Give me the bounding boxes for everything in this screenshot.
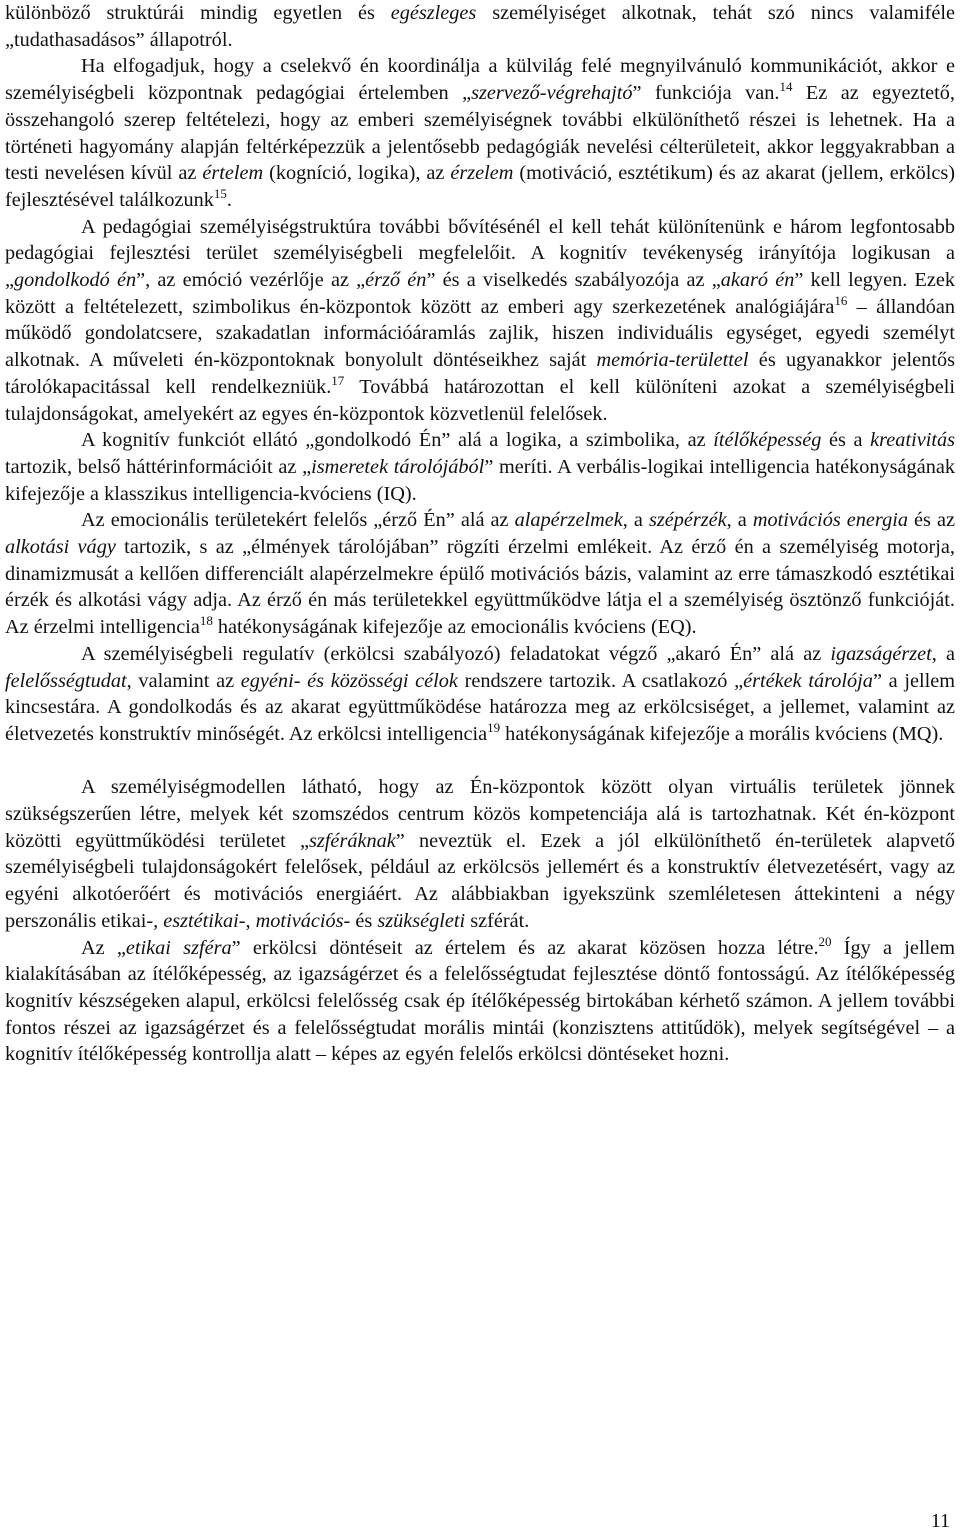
text-run: - és: [343, 909, 378, 932]
italic-run: szépérzék: [648, 509, 727, 532]
text-run: A pedagógiai személyiségstruktúra további bővítésénél el kell tehát különítenünk e három legfontosabb pedagógiai fejlesztési terület személyiségbeli megfelelőit. A kognitív tevékenység irányítója logikusan a „: [5, 215, 955, 292]
italic-run: alapérzelmek: [514, 509, 623, 532]
text-run: Ha elfogadjuk, hogy a cselekvő én koordinálja a külvilág felé megnyilvánuló kommunikációt, akkor e személyiségbeli központnak pedagógiai értelemben „: [5, 55, 955, 105]
text-run: Továbbá határozottan el kell különíteni azokat a személyiségbeli tulajdonságokat, amelyekért az egyes én-központok közvetlenül felelősek.: [5, 375, 955, 425]
text-run: ” neveztük el. Ezek a jól elkülöníthető én-területek alapvető személyiségbeli tulajdonságokért felelősek, például az erkölcsös jellemért és a konstruktív életvezetésért, vagy az egyéni alkotóerőért és motivációs energiáért. Az alábbiakban igyekszünk szemléletesen áttekinteni a négy perszonális etikai-,: [5, 829, 955, 932]
text-run: – állandóan működő gondolatcsere, szakadatlan információáramlás zajlik, hiszen individuális egységet, egyedi személyt alkotnak. A műveleti én-központoknak bonyolult döntéseikhez saját: [5, 295, 955, 372]
text-run: Így a jellem kialakításában az ítélőképesség, az igazságérzet és a felelősségtudat fejlesztése döntő fontosságú. Az ítélőképesség kognitív készségeken alapul, erkölcsi felelősség csak ép ítélőképesség birtokában kérhető számon. A jellem további fontos részei az igazságérzet és a felelősségtudat morális mintái (konzisztens attitűdök), melyek segítségével – a kognitív ítélőképesség kontrollja alatt – képes az egyén felelős erkölcsi döntéseket hozni.: [5, 936, 955, 1066]
text-run: és ugyanakkor jelentős tárolókapacitással kell rendelkezniük.: [5, 349, 955, 398]
paragraph: [5, 214, 955, 428]
italic-run: motivációs: [255, 909, 344, 932]
footnote-ref: 17: [331, 373, 345, 389]
italic-run: alkotási vágy: [5, 536, 116, 559]
text-run: -,: [238, 909, 256, 932]
paragraph-gap: [5, 748, 955, 775]
footnote-ref: 18: [199, 613, 213, 629]
text-run: szférát.: [465, 909, 530, 932]
body-text: [5, 0, 955, 1068]
text-run: és az: [908, 509, 956, 532]
italic-run: érzelem: [450, 162, 514, 185]
footnote-ref: 16: [834, 292, 848, 308]
text-run: ” funkciója van.: [632, 82, 780, 105]
text-run: Ez az egyeztető, összehangoló szerep feltételezi, hogy az emberi személyiségnek további elkülöníthető részei is lehetnek. Ha a történeti hagyomány alapján feltérképezzük a jelentősebb pedagógiák nevelési célterületeit, akkor leggyakrabban a testi nevelésen kívül az: [5, 82, 955, 185]
italic-run: egyéni- és közösségi célok: [240, 669, 458, 692]
italic-run: etikai szféra: [125, 936, 232, 959]
italic-run: gondolkodó én: [14, 269, 137, 292]
text-run: hatékonyságának kifejezője a morális kvóciens (MQ).: [500, 722, 944, 745]
text-run: (kogníció, logika), az: [263, 162, 451, 185]
text-run: A kognitív funkciót ellátó „gondolkodó Én” alá a logika, a szimbolika, az: [81, 429, 714, 452]
paragraph: [5, 427, 955, 507]
text-run: személyiséget alkotnak, tehát szó nincs valamiféle „tudathasadásos” állapotról.: [5, 2, 955, 51]
italic-run: szféráknak: [309, 829, 396, 852]
paragraph: [5, 774, 955, 934]
text-run: , a: [622, 509, 649, 532]
text-run: (motiváció, esztétikum) és az akarat (jellem, erkölcs) fejlesztésével találkozunk: [5, 162, 956, 211]
footnote-ref: 19: [487, 720, 501, 736]
paragraph: [5, 0, 955, 53]
footnote-ref: 20: [818, 933, 832, 949]
italic-run: kreativitás: [870, 429, 956, 452]
text-run: ” és a viselkedés szabályozója az „: [426, 269, 721, 292]
text-run: tartozik, s az „élmények tárolójában” rögzíti érzelmi emlékeit. Az érző én a személyiség motorja, dinamizmusát a kellően differenciált alapérzelmekre épülő motivációs bázis, valamint az erre támaszkodó esztétikai érzék és alkotási vágy adja. Az érző én más területekkel együttműködve látja el a személyiség ösztönző funkcióját. Az érzelmi intelligencia: [5, 536, 955, 639]
text-run: ” meríti. A verbális-logikai intelligencia hatékonyságának kifejezője a klasszikus intelligencia-kvóciens (IQ).: [5, 455, 955, 505]
italic-run: érző én: [365, 269, 427, 292]
page-number: 11: [930, 1510, 950, 1532]
text-run: .: [226, 188, 232, 211]
italic-run: akaró én: [720, 269, 795, 292]
italic-run: egészleges: [390, 2, 477, 24]
paragraph: [5, 507, 955, 641]
italic-run: igazságérzet: [830, 642, 932, 665]
text-run: , a: [931, 642, 955, 665]
italic-run: ítélőképesség: [713, 429, 822, 452]
italic-run: felelősségtudat: [5, 669, 127, 692]
text-run: tartozik, belső háttérinformációit az „: [5, 455, 312, 478]
italic-run: értelem: [202, 162, 264, 185]
text-run: különböző struktúrái mindig egyetlen és: [5, 2, 391, 24]
footnote-ref: 15: [213, 186, 227, 202]
text-run: ”, az emóció vezérlője az „: [136, 269, 366, 292]
italic-run: esztétikai: [163, 909, 239, 932]
text-run: ” kell legyen. Ezek között a feltételezett, szimbolikus én-központok között az emberi agy szerkezetének analógiájára: [5, 269, 956, 318]
paragraph: [5, 53, 955, 213]
text-run: ” a jellem kincsestára. A gondolkodás és az akarat együttműködése határozza meg az erkölcsiséget, a jellemet, valamint az életvezetés konstruktív minőségét. Az erkölcsi intelligencia: [5, 669, 956, 745]
italic-run: ismeretek tárolójából: [311, 455, 485, 478]
text-run: ” erkölcsi döntéseit az értelem és az akarat közösen hozza létre.: [231, 936, 819, 959]
text-run: A személyiségmodellen látható, hogy az Én-központok között olyan virtuális területek jönnek szükségszerűen létre, melyek két szomszédos centrum közös kompetenciája alá is tartozhatnak. Két én-központ közötti együttműködési területet „: [5, 776, 955, 852]
text-run: Az emocionális területekért felelős „érző Én” alá az: [81, 509, 515, 532]
text-run: hatékonyságának kifejezője az emocionális kvóciens (EQ).: [212, 616, 697, 639]
text-run: és a: [821, 429, 871, 452]
text-run: , valamint az: [126, 669, 241, 692]
italic-run: értékek tárolója: [743, 669, 873, 692]
text-run: rendszere tartozik. A csatlakozó „: [457, 669, 744, 692]
text-run: Az „: [81, 936, 126, 959]
text-run: A személyiségbeli regulatív (erkölcsi szabályozó) feladatokat végző „akaró Én” alá az: [81, 642, 831, 665]
italic-run: szükségleti: [377, 909, 466, 932]
footnote-ref: 14: [779, 79, 793, 95]
italic-run: szervező-végrehajtó: [471, 82, 633, 105]
italic-run: memória-területtel: [596, 349, 749, 372]
text-run: , a: [726, 509, 753, 532]
paragraph: [5, 935, 955, 1069]
paragraph: [5, 641, 955, 748]
italic-run: motivációs energia: [752, 509, 908, 532]
